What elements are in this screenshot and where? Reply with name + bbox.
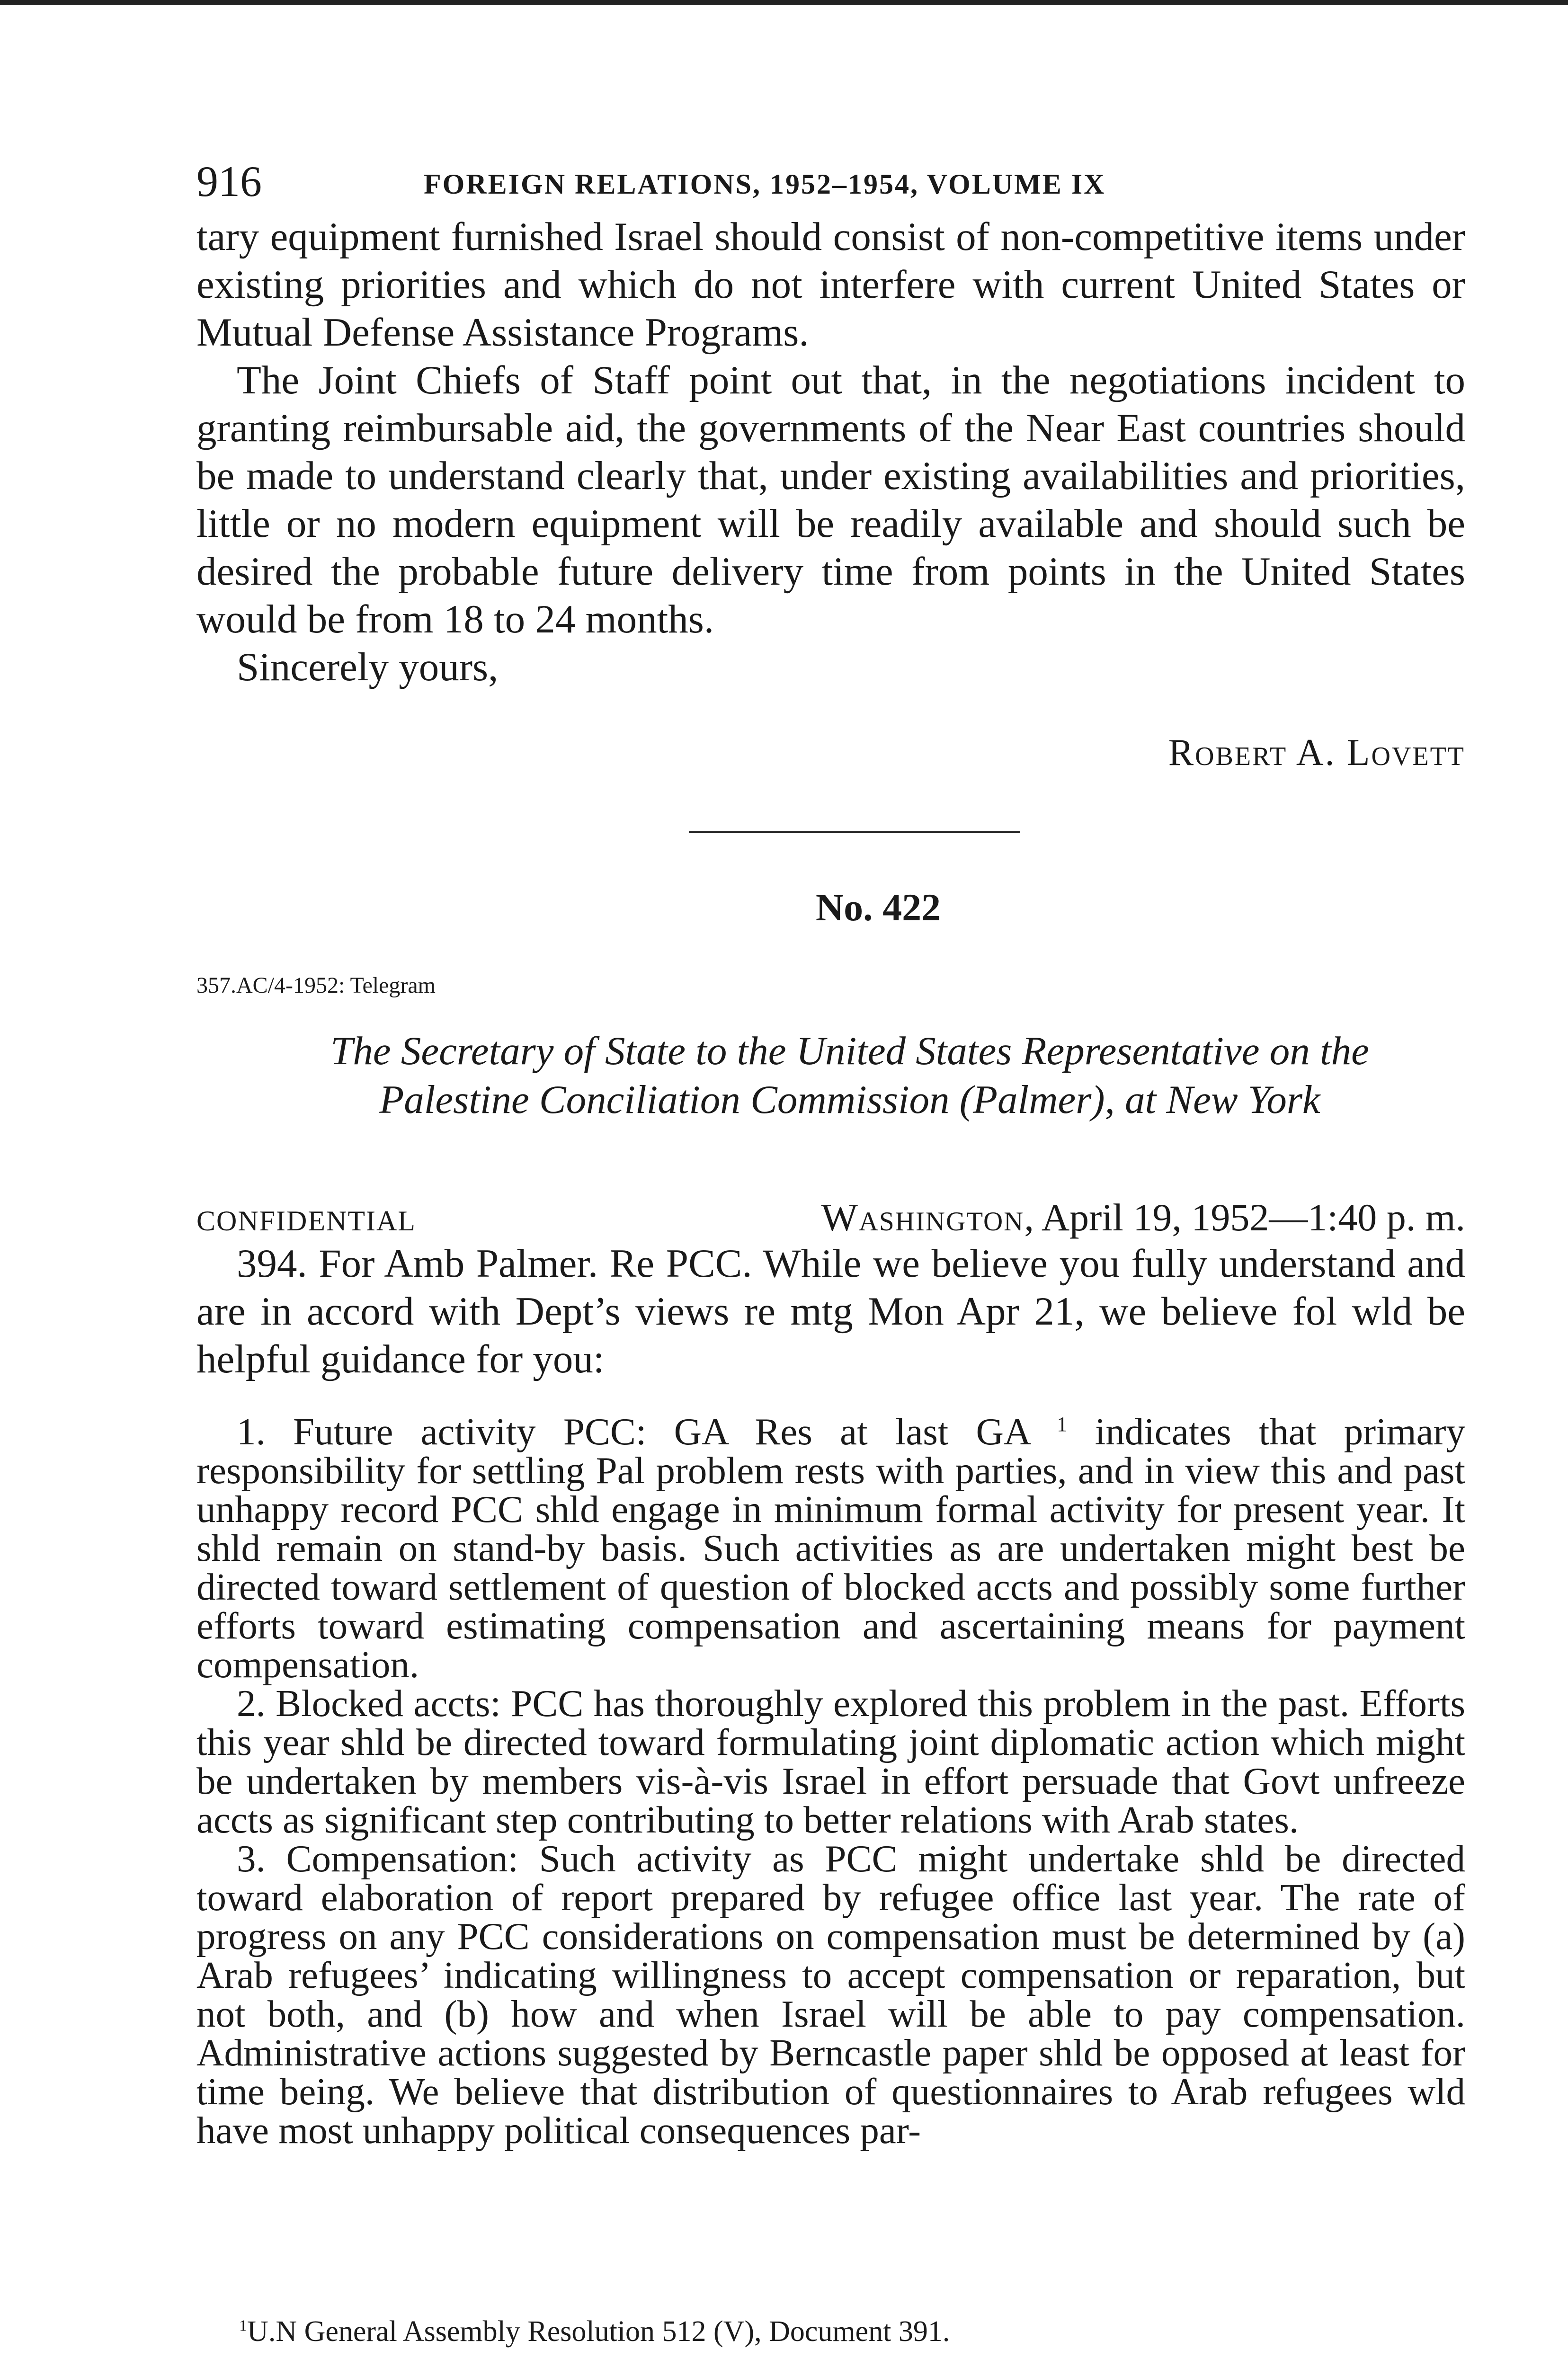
running-head [196, 142, 1465, 213]
dateline-date: , April 19, 1952—1:40 p. m. [1024, 1196, 1465, 1239]
guidance-item-2: 2. Blocked accts: PCC has thoroughly explored this problem in the past. Efforts this year shld be directed toward formulating joint diplomatic action which might be undertaken by members vis-à-vis Israel in effort persuade that Govt unfreeze accts as significant step contributing to better relations with Arab states. [196, 1682, 1465, 1841]
document-title-line-1: The Secretary of State to the United States Representative on the [330, 1029, 1369, 1073]
document-title [196, 1027, 1465, 1124]
letter-closing: Sincerely yours, [237, 645, 499, 689]
letter-paragraph-1: tary equipment furnished Israel should consist of non-competitive items under existing priorities and which do not interfere with current United States or Mutual Defense Assistance Programs. [196, 214, 1465, 355]
item-1-text-b: indicates that primary responsibility for settling Pal problem rests with parties, and in view this and past unhappy record PCC shld engage in minimum formal activity for present year. It shld remain on stand-by basis. Such activities as are undertaken might best be directed toward settlement of question of blocked accts and possibly some further efforts toward estimating compensation and ascertaining means for payment compensation. [196, 1410, 1465, 1686]
date-line [821, 1195, 1466, 1240]
footnote-text: U.N General Assembly Resolution 512 (V), Document 391. [247, 2315, 950, 2348]
signature: Robert A. Lovett [1168, 732, 1465, 774]
scan-top-edge [0, 0, 1568, 5]
section-divider [689, 831, 1020, 833]
dateline-place: Washington [821, 1196, 1025, 1239]
footnotes [196, 2315, 1465, 2349]
guidance-item-1 [196, 1405, 1465, 1684]
document-title-line-2: Palestine Conciliation Commission (Palmer), at New York [379, 1077, 1320, 1122]
dateline [196, 1195, 1465, 1240]
guidance-items [196, 1405, 1465, 2150]
file-reference: 357.AC/4-1952: Telegram [196, 973, 436, 998]
document-number: No. 422 [815, 886, 941, 929]
running-title: FOREIGN RELATIONS, 1952–1954, VOLUME IX [424, 169, 1106, 200]
footnote-reference: 1 [1057, 1412, 1068, 1436]
footnote-marker: 1 [239, 2317, 248, 2335]
telegram-intro: 394. For Amb Palmer. Re PCC. While we believe you fully understand and are in accord with Dept’s views re mtg Mon Apr 21, we believe fol wld be helpful guidance for you: [196, 1241, 1465, 1381]
page-content [196, 142, 1465, 2150]
letter-paragraph-2: The Joint Chiefs of Staff point out that, in the negotiations incident to granting reimbursable aid, the governments of the Near East countries should be made to understand clearly that, under existing availabilities and priorities, little or no modern equipment will be readily available and should such be desired the probable future delivery time from points in the United States would be from 18 to 24 months. [196, 358, 1465, 641]
classification-label: CONFIDENTIAL [196, 1205, 416, 1237]
footnote-1 [196, 2315, 1465, 2349]
guidance-item-3: 3. Compensation: Such activity as PCC might undertake shld be directed toward elaboration of report prepared by refugee office last year. The rate of progress on any PCC considerations on compensation must be determined by (a) Arab refugees’ indicating willingness to accept compensation or reparation, but not both, and (b) how and when Israel will be able to pay compensation. Administrative actions suggested by Berncastle paper shld be opposed at least for time being. We believe that distribution of questionnaires to Arab refugees wld have most unhappy political consequences par- [196, 1837, 1465, 2152]
item-1-text-a: 1. Future activity PCC: GA Res at last GA [237, 1410, 1030, 1453]
page-number: 916 [196, 157, 262, 205]
